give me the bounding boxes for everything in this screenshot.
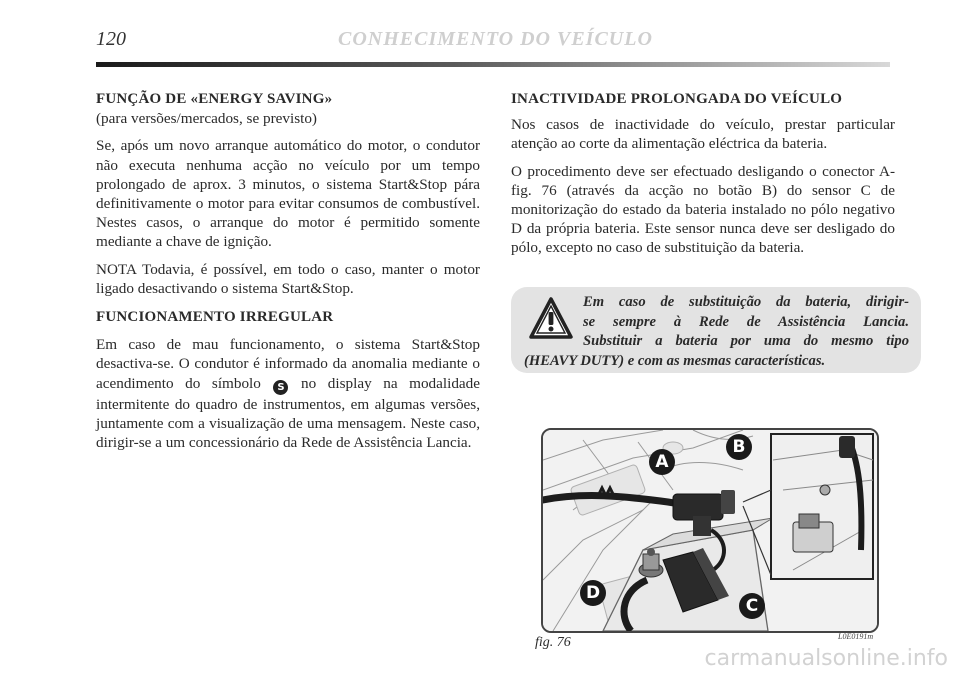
- inactivity-paragraph-2: O procedimento deve ser efectuado desligando o conector A-fig. 76 (através da acção no botão B) do sensor C de monitorização do estado da bateria instalado no pólo negativo D da própria bateria. Este sensor nunca deve ser desligado do pólo, excepto no caso de substituição da bateria.: [511, 162, 895, 257]
- figure-caption: fig. 76: [535, 635, 571, 650]
- irregular-text-after: no display na modalidade intermitente do quadro de instrumentos, em algumas versões, juntamente com a visualização de uma mensagem. Neste caso, dirigir-se a um concessionário da Rede de Assistência Lancia.: [96, 374, 480, 452]
- warning-line-1: Em caso de substituição da bateria, dirigir-: [583, 294, 909, 310]
- inactivity-heading: INACTIVIDADE PROLONGADA DO VEÍCULO: [511, 91, 843, 107]
- irregular-heading: FUNCIONAMENTO IRREGULAR: [96, 309, 334, 326]
- warning-line-2: se sempre à Rede de Assistência Lancia.: [583, 313, 909, 330]
- label-d-badge: [580, 580, 606, 606]
- energy-saving-subtitle: (para versões/mercados, se previsto): [96, 110, 317, 128]
- energy-saving-heading: FUNÇÃO DE «ENERGY SAVING»: [96, 91, 333, 107]
- label-a-badge: [649, 449, 675, 475]
- watermark: carmanualsonline.info: [704, 646, 948, 671]
- warning-line-3: Substituir a bateria por uma do mesmo tipo: [583, 333, 909, 349]
- label-b-badge: [726, 434, 752, 460]
- header-rule: [96, 62, 890, 67]
- irregular-paragraph: [96, 335, 480, 452]
- chapter-title: CONHECIMENTO DO VEÍCULO: [338, 28, 653, 50]
- irregular-text-before: Em caso de mau funcionamento, o sistema Start&Stop desactiva-se. O condutor é informado da anomalia mediante o acendimento do símbolo: [96, 336, 480, 392]
- figure-code: L0E0191m: [838, 632, 874, 641]
- label-b: B: [732, 437, 746, 457]
- left-column: [96, 90, 480, 460]
- label-a: A: [655, 452, 669, 472]
- label-c-badge: [739, 593, 765, 619]
- right-column: [511, 90, 895, 266]
- warning-triangle-icon: [529, 297, 573, 341]
- warning-line-4: (HEAVY DUTY) e com as mesmas características.: [524, 352, 826, 369]
- page-number: 120: [96, 28, 126, 50]
- label-d: D: [585, 583, 601, 603]
- inactivity-paragraph-1: Nos casos de inactividade do veículo, prestar particular atenção ao corte da alimentação eléctrica da bateria.: [511, 116, 895, 153]
- battery-warning-box: [511, 287, 921, 373]
- label-c: C: [745, 596, 759, 616]
- battery-figure: [541, 428, 879, 633]
- energy-saving-note: NOTA Todavia, é possível, em todo o caso, manter o motor ligado desactivando o sistema Start&Stop.: [96, 260, 480, 297]
- energy-saving-paragraph: Se, após um novo arranque automático do motor, o condutor não executa nenhuma acção no veículo por um tempo prolongado de aprox. 3 minutos, o sistema Start&Stop pára definitivamente o motor para evitar consumos de combustível. Nestes casos, o arranque do motor é permitido somente mediante a chave de ignição.: [96, 137, 480, 251]
- start-stop-warning-icon: S: [273, 380, 288, 395]
